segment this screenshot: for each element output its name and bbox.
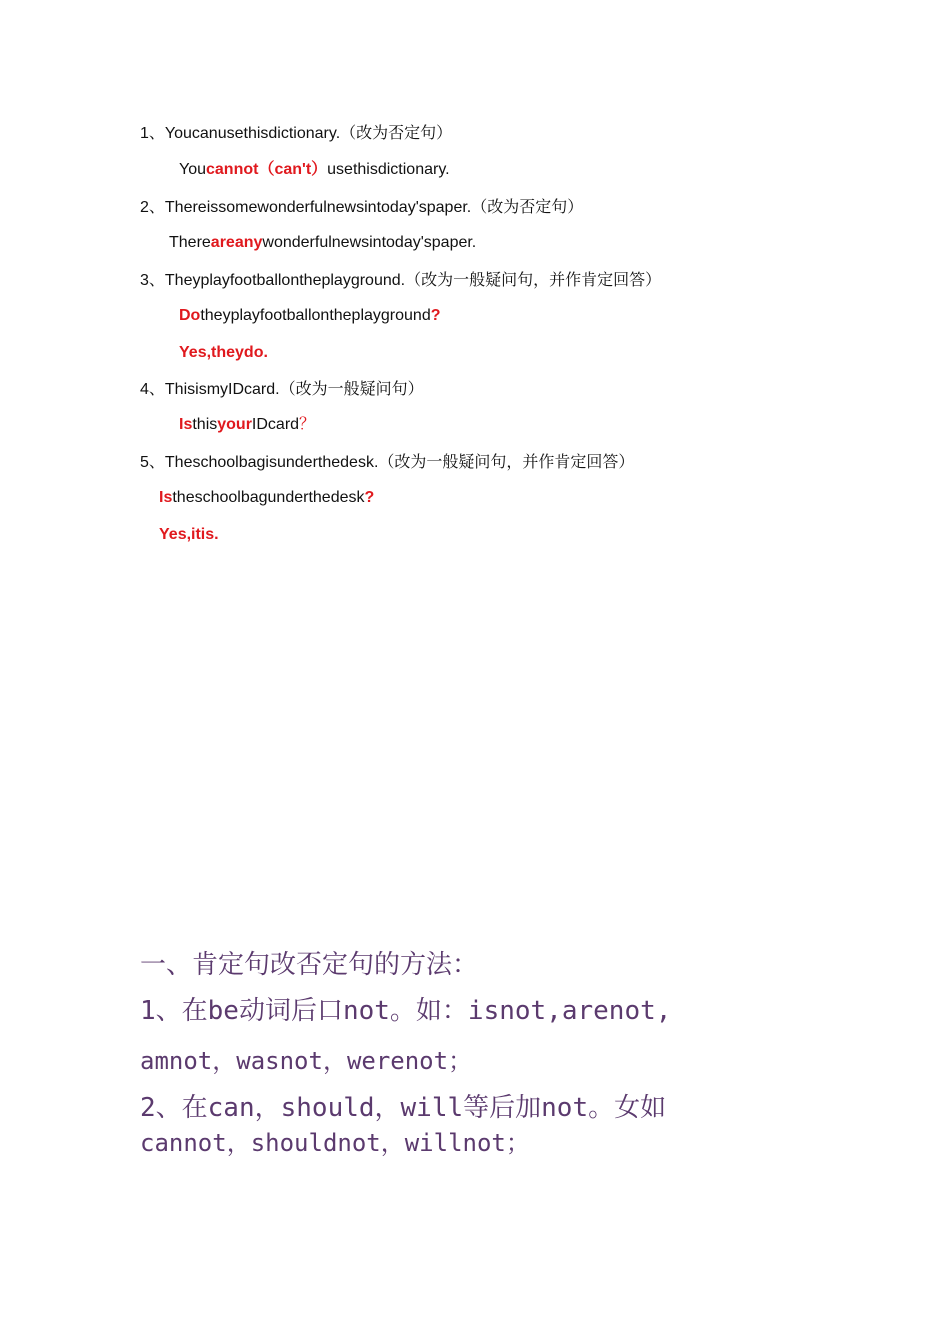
exercise-3-answer [179, 306, 441, 326]
answer-part: this [192, 416, 218, 433]
exercise-3-reply [179, 343, 268, 363]
method-title: 一、肯定句改否定句的方法： [140, 950, 479, 980]
answer-part-highlight: Do [179, 307, 201, 324]
exercise-number: 4、 [140, 381, 165, 398]
question-text: ThisismyIDcard. [164, 381, 280, 398]
answer-part: usethisdictionary. [327, 161, 450, 178]
reply-text: Yes,itis. [159, 526, 219, 543]
exercise-3-question [140, 270, 661, 291]
exercise-4-question [140, 379, 424, 400]
answer-part: You [179, 161, 206, 178]
answer-part-highlight: Is [179, 416, 193, 433]
exercise-4-answer [179, 415, 315, 435]
exercise-number: 3、 [140, 272, 165, 289]
method-line-1: 1、在be动词后口not。如：isnot,arenot, [140, 996, 672, 1026]
method-line-2: amnot，wasnot，werenot； [140, 1047, 473, 1075]
method-line-3: 2、在can，should，will等后加not。女如 [140, 1093, 667, 1123]
question-text: Thereissomewonderfulnewsintoday'spaper. [164, 199, 472, 216]
answer-part-highlight: ? [364, 489, 375, 506]
exercise-5-answer [159, 488, 374, 508]
exercise-number: 2、 [140, 199, 165, 216]
answer-part-highlight: Is [159, 489, 173, 506]
exercise-number: 5、 [140, 454, 165, 471]
answer-part: theyplayfootballontheplayground [200, 307, 431, 324]
exercise-2-question [140, 197, 583, 218]
answer-part: IDcard [251, 416, 300, 433]
exercise-number: 1、 [140, 125, 165, 142]
instruction-text: （改为否定句） [471, 197, 584, 216]
exercise-5-question [140, 452, 634, 473]
method-line-4: cannot，shouldnot，willnot； [140, 1129, 530, 1157]
question-text: Youcanusethisdictionary. [164, 125, 341, 142]
question-text: Theyplayfootballontheplayground. [164, 272, 406, 289]
exercise-1-answer [179, 160, 450, 180]
answer-part-highlight: your [217, 416, 252, 433]
answer-part: There [169, 234, 211, 251]
question-text: Theschoolbagisunderthedesk. [164, 454, 379, 471]
answer-part-highlight: cannot（can't） [206, 161, 328, 178]
instruction-text: （改为一般疑问句，并作肯定回答） [405, 270, 662, 289]
answer-part-highlight: ？ [299, 416, 316, 433]
instruction-text: （改为一般疑问句，并作肯定回答） [378, 452, 635, 471]
exercise-1-question [140, 123, 452, 144]
exercise-2-answer [169, 233, 476, 253]
reply-text: Yes,theydo. [179, 344, 268, 361]
instruction-text: （改为一般疑问句） [279, 379, 424, 398]
answer-part: wonderfulnewsintoday'spaper. [262, 234, 477, 251]
answer-part-highlight: ? [430, 307, 441, 324]
answer-part: theschoolbagunderthedesk [172, 489, 365, 506]
exercise-5-reply [159, 525, 219, 545]
answer-part-highlight: areany [210, 234, 263, 251]
instruction-text: （改为否定句） [340, 123, 453, 142]
